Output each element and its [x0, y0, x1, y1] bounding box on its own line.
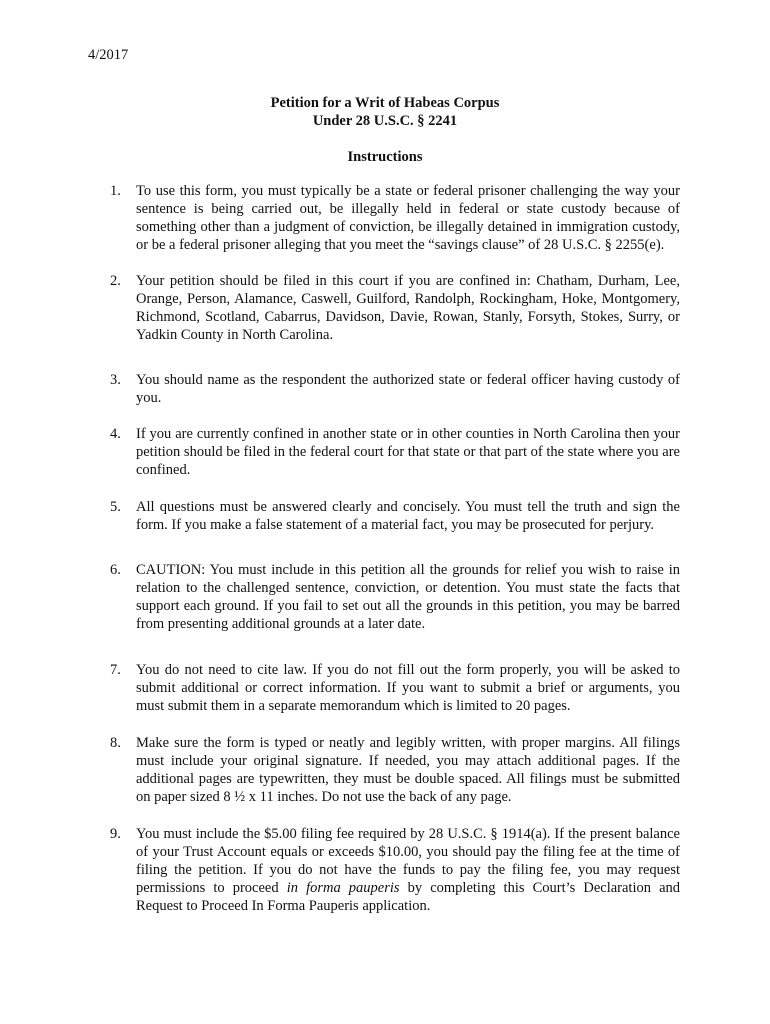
item-number: 4.	[110, 426, 121, 442]
instruction-item	[110, 272, 680, 344]
item-number: 2.	[110, 273, 121, 289]
item-number: 7.	[110, 662, 121, 678]
item-number: 9.	[110, 826, 121, 842]
instructions-list	[110, 182, 680, 915]
instruction-item	[110, 734, 680, 806]
item-number: 8.	[110, 735, 121, 751]
item-text: Make sure the form is typed or neatly and legibly written, with proper margins. All filings must include your original signature. If needed, you may attach additional pages. If the additional pages are typewritten, they must be double spaced. All filings must be submitted on paper sized 8 ½ x 11 inches. Do not use the back of any page.	[136, 735, 680, 805]
item-text: All questions must be answered clearly and concisely. You must tell the truth and sign the form. If you make a false statement of a material fact, you may be prosecuted for perjury.	[136, 499, 680, 533]
instruction-item	[110, 561, 680, 633]
document-subtitle: Under 28 U.S.C. § 2241	[312, 113, 458, 129]
instruction-item	[110, 182, 680, 254]
instruction-item	[110, 498, 680, 534]
item-text: You do not need to cite law. If you do not fill out the form properly, you will be asked to submit additional or correct information. If you want to submit a brief or arguments, you must submit them in a separate memorandum which is limited to 20 pages.	[136, 662, 680, 714]
item-number: 3.	[110, 372, 121, 388]
item-text	[136, 826, 680, 914]
instruction-item	[110, 661, 680, 715]
instruction-item	[110, 371, 680, 407]
item-text-italic: in forma pauperis	[286, 880, 400, 896]
item-text-part: by completing this Court’s Declaration and Request to Proceed In Forma Pauperis application.	[136, 880, 681, 914]
item-number: 1.	[110, 183, 121, 199]
item-text: If you are currently confined in another state or in other counties in North Carolina then your petition should be filed in the federal court for that state or that part of the state where you are confined.	[136, 426, 680, 478]
item-text: Your petition should be filed in this court if you are confined in: Chatham, Durham, Lee, Orange, Person, Alamance, Caswell, Guilford, Randolph, Rockingham, Hoke, Montgomery, Richmond, Scotland, Cabarrus, Davidson, Davie, Rowan, Stanly, Forsyth, Stokes, Surry, or Yadkin County in North Carolina.	[136, 273, 680, 343]
item-text-part: You must include the $5.00 filing fee required by 28 U.S.C. § 1914(a). If the present balance of your Trust Account equals or exceeds $10.00, you should pay the filing fee at the time of filing the petition. If you do not have the funds to pay the filing fee, you may request permissions to proceed	[136, 826, 680, 896]
item-text: CAUTION: You must include in this petition all the grounds for relief you wish to raise in relation to the challenged sentence, conviction, or detention. You must state the facts that support each ground. If you fail to set out all the grounds in this petition, you may be barred from presenting additional grounds at a later date.	[136, 562, 680, 632]
instructions-heading: Instructions	[347, 149, 423, 165]
form-date: 4/2017	[88, 47, 129, 63]
item-number: 5.	[110, 499, 121, 515]
item-text: To use this form, you must typically be a state or federal prisoner challenging the way your sentence is being carried out, be illegally held in federal or state custody because of something other than a judgment of conviction, be illegally detained in immigration custody, or be a federal prisoner alleging that you meet the “savings clause” of 28 U.S.C. § 2255(e).	[136, 183, 680, 253]
instruction-item	[110, 825, 680, 915]
item-number: 6.	[110, 562, 121, 578]
item-text: You should name as the respondent the authorized state or federal officer having custody of you.	[136, 372, 680, 406]
document-title: Petition for a Writ of Habeas Corpus	[270, 95, 500, 111]
instruction-item	[110, 425, 680, 479]
